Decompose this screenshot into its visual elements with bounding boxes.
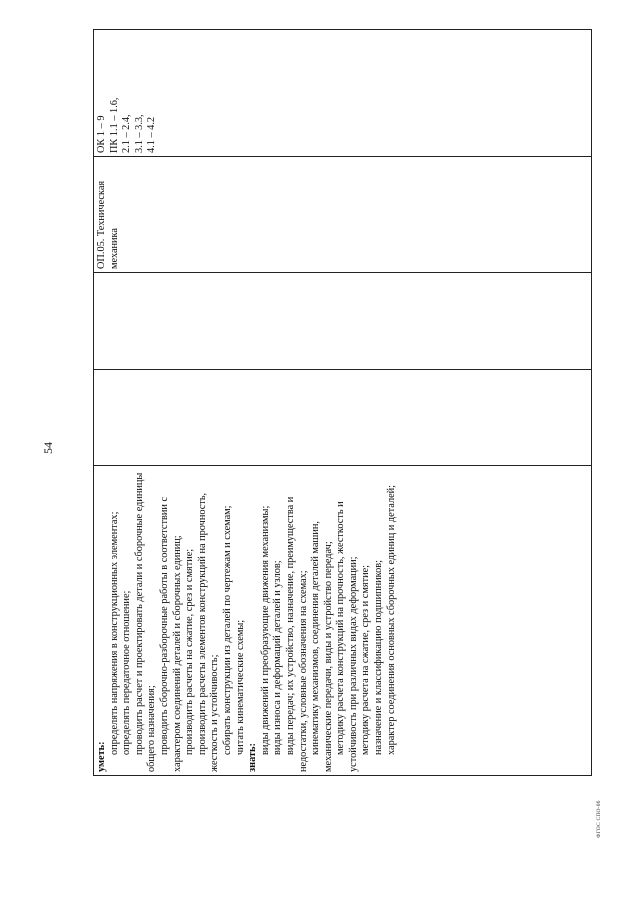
empty-cell	[94, 272, 591, 369]
skill-item: собирать конструкции из деталей по чертежам и схемам;	[221, 505, 233, 755]
competency-line: 3.1 – 3.3,	[133, 114, 145, 153]
rotated-page-content	[93, 29, 592, 776]
skill-item: проводить расчет и проектировать детали и сборочные единицы общего назначения;	[133, 472, 158, 772]
skill-item: определять напряжения в конструкционных элементах;	[108, 511, 120, 755]
competency-line: ОК 1 – 9	[96, 115, 107, 153]
skill-item: производить расчеты элементов конструкций на прочность, жесткость и устойчивость;	[196, 492, 221, 772]
knowledge-item: кинематику механизмов, соединения деталей машин, механические передачи, виды и устройство передач;	[310, 521, 334, 772]
competency-table	[93, 29, 592, 776]
competency-line: 4.1 – 4.2	[146, 116, 158, 153]
knowledge-item: виды износа и деформаций деталей и узлов;	[272, 560, 284, 755]
footer-mark: ФГОС СПО-06	[596, 800, 602, 838]
skill-item: производить расчеты на сжатие, срез и смятие;	[184, 548, 196, 755]
page-number: 54	[41, 442, 55, 454]
knowledge-item: назначение и классификацию подшипников;	[373, 560, 385, 755]
skill-item: читать кинематические схемы;	[234, 619, 246, 755]
can-heading: уметь:	[96, 741, 107, 772]
knowledge-item: виды движений и преобразующие движения механизмы;	[259, 505, 271, 755]
competencies-cell	[94, 28, 591, 156]
empty-cell	[94, 369, 591, 465]
skill-item: определять передаточное отношение;	[121, 590, 133, 755]
skills-knowledge-cell	[94, 465, 591, 775]
know-heading: знать:	[247, 743, 259, 772]
competency-line: 2.1 – 2.4,	[121, 114, 133, 153]
knowledge-item: виды передач; их устройство, назначение, преимущества и недостатки, условные обозначения на схемах;	[284, 496, 309, 772]
knowledge-item: методику расчета на сжатие, срез и смятие;	[360, 564, 372, 755]
discipline-cell	[94, 156, 591, 272]
discipline-name: ОП.05. Техническая механика	[96, 180, 120, 269]
competency-line: ПК 1.1 – 1.6,	[108, 97, 120, 153]
skill-item: проводить сборочно-разборочные работы в соответствии с характером соединений деталей и сборочных единиц;	[158, 496, 183, 772]
knowledge-item: методику расчета конструкций на прочность, жесткость и устойчивость при различных видах деформации;	[335, 501, 359, 772]
knowledge-item: характер соединения основных сборочных единиц и деталей;	[385, 484, 397, 755]
